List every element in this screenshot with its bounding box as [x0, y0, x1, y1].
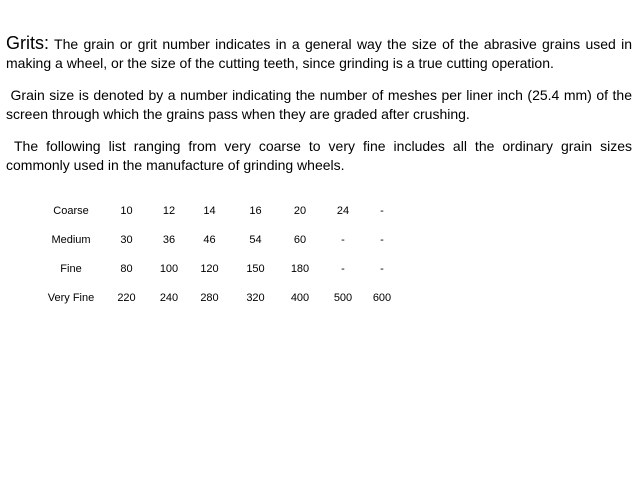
grain-size-text: Grain size is denoted by a number indicating the number of meshes per liner inch (25.4 mm) of the screen through which the grains pass when they are graded after crushing.	[6, 87, 633, 122]
grit-value: 120	[200, 262, 219, 275]
grit-value: 20	[293, 204, 307, 217]
grit-value: 36	[162, 233, 176, 246]
grit-size-table	[38, 196, 397, 312]
grits-heading: Grits:	[6, 33, 49, 53]
grain-size-paragraph	[6, 86, 632, 124]
grit-value: 150	[246, 262, 265, 275]
grit-value: 600	[372, 291, 392, 304]
grit-value: 12	[162, 204, 176, 217]
grit-value: 240	[159, 291, 179, 304]
grit-value: 400	[290, 291, 310, 304]
grit-value: 24	[336, 204, 350, 217]
grit-value: -	[380, 204, 384, 217]
grade-label: Coarse	[53, 204, 89, 217]
grit-value: 320	[246, 291, 265, 304]
grits-description: The grain or grit number indicates in a general way the size of the abrasive grains used in making a wheel, or the size of the cutting teeth, since grinding is a true cutting operation.	[6, 36, 632, 71]
grit-value: 10	[120, 204, 133, 217]
grit-value: 14	[203, 204, 216, 217]
table-row	[38, 225, 397, 254]
grits-paragraph	[6, 34, 632, 73]
grit-value: 46	[203, 233, 216, 246]
grit-value: 500	[333, 291, 353, 304]
table-row	[38, 283, 397, 312]
grit-value: 30	[120, 233, 133, 246]
grade-label: Fine	[60, 262, 82, 275]
grit-value: 100	[159, 262, 179, 275]
grade-label: Medium	[51, 233, 91, 246]
list-intro-text: The following list ranging from very coarse to very fine includes all the ordinary grain sizes commonly used in the manufacture of grinding wheels.	[6, 138, 632, 173]
grit-value: -	[341, 233, 345, 246]
grit-value: 280	[200, 291, 219, 304]
grit-value: -	[380, 262, 384, 275]
grit-value: -	[341, 262, 345, 275]
grit-value: -	[380, 233, 384, 246]
grit-value: 220	[117, 291, 136, 304]
list-intro-paragraph	[6, 137, 632, 175]
grit-value: 16	[249, 204, 262, 217]
grit-value: 80	[120, 262, 133, 275]
grade-label: Very Fine	[47, 291, 95, 304]
table-row	[38, 196, 397, 225]
grit-value: 60	[293, 233, 307, 246]
table-row	[38, 254, 397, 283]
grit-value: 180	[290, 262, 310, 275]
grit-value: 54	[249, 233, 262, 246]
